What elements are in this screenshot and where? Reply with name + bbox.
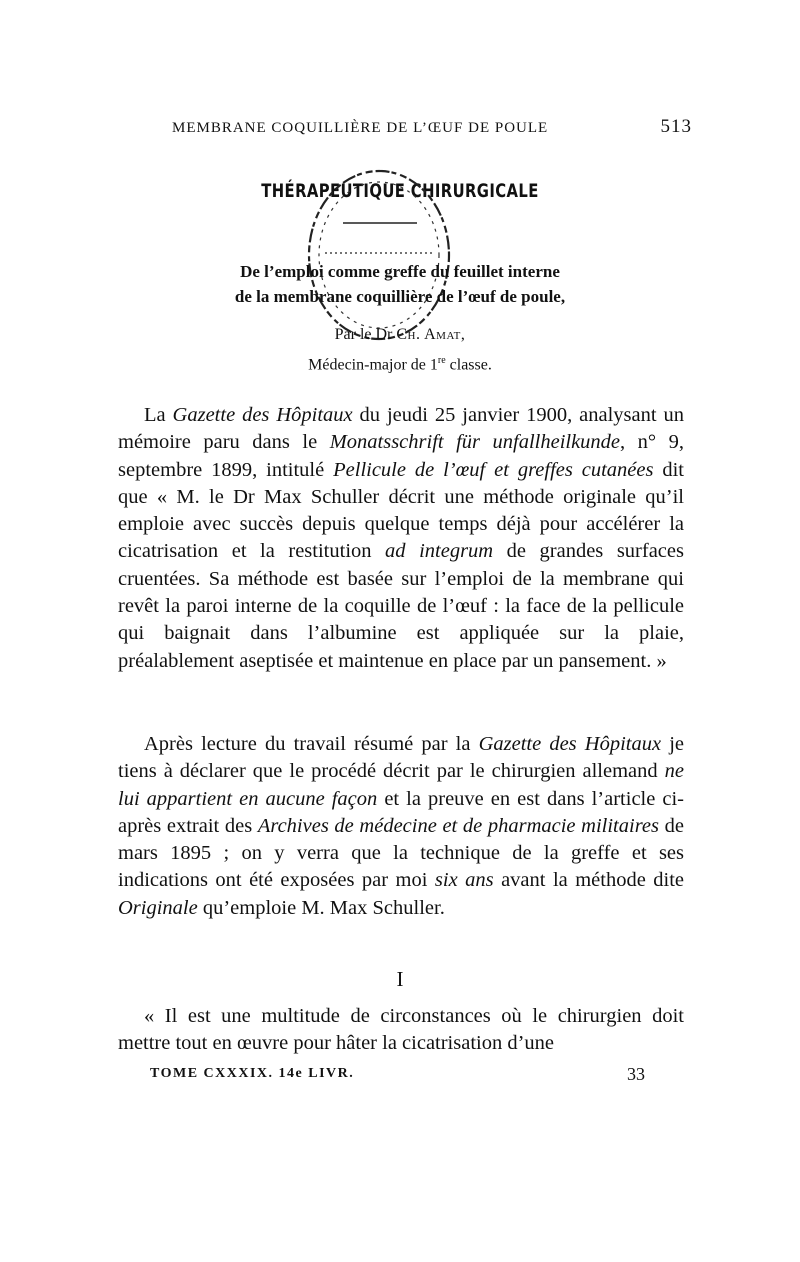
- running-title: MEMBRANE COQUILLIÈRE DE L’ŒUF DE POULE: [172, 120, 549, 136]
- author-prefix: Par le Dr: [334, 326, 393, 343]
- footer: [150, 1066, 645, 1088]
- section-title: THÉRAPEUTIQUE CHIRURGICALE: [261, 180, 539, 202]
- author-name: Ch. Amat,: [396, 326, 466, 343]
- author-role-text: Médecin-major de 1: [308, 356, 438, 374]
- author-role: [0, 355, 800, 374]
- author-line: [0, 326, 800, 344]
- paragraph-1: La Gazette des Hôpitaux du jeudi 25 janvier 1900, analysant un mémoire paru dans le Monatsschrift für unfallheilkunde, n° 9, septembre 1899, intitulé Pellicule de l’œuf et greffes cutanées dit que « M. le Dr Max Schuller décrit une méthode originale qu’il emploie avec succès depuis quelque temps déjà pour accélérer la cicatrisation et la restitution ad integrum de grandes surfaces cruentées. Sa méthode est basée sur l’emploi de la membrane qui revêt la paroi interne de la coquille de l’œuf : la face de la pellicule qui baignait dans l’albumine est appliquée sur la plaie, préalablement aseptisée et maintenue en place par un pansement. »: [118, 404, 685, 672]
- paragraph-2: Après lecture du travail résumé par la Gazette des Hôpitaux je tiens à déclarer que le procédé décrit par le chirurgien allemand ne lui appartient en aucune façon et la preuve en est dans l’article ci-après extrait des Archives de médecine et de pharmacie militaires de mars 1895 ; on y verra que la technique de la greffe et ses indications ont été exposées par moi six ans avant la méthode dite Originale qu’emploie M. Max Schuller.: [118, 733, 684, 919]
- article-title-line-2: de la membrane coquillière de l’œuf de poule,: [234, 287, 566, 306]
- running-head: [172, 118, 692, 140]
- paragraph-3: « Il est une multitude de circonstances où le chirurgien doit mettre tout en œuvre pour hâter la cicatrisation d’une: [118, 1005, 684, 1055]
- section-numeral: I: [396, 967, 404, 991]
- library-stamp: [303, 165, 455, 345]
- article-title-line-1: De l’emploi comme greffe du feuillet interne: [240, 262, 560, 281]
- author-role-superscript: re: [437, 355, 446, 366]
- volume-info: TOME CXXXIX. 14e LIVR.: [150, 1066, 355, 1081]
- signature-number: 33: [627, 1064, 645, 1084]
- author-role-suffix: classe.: [445, 356, 492, 374]
- page-number: 513: [660, 116, 692, 137]
